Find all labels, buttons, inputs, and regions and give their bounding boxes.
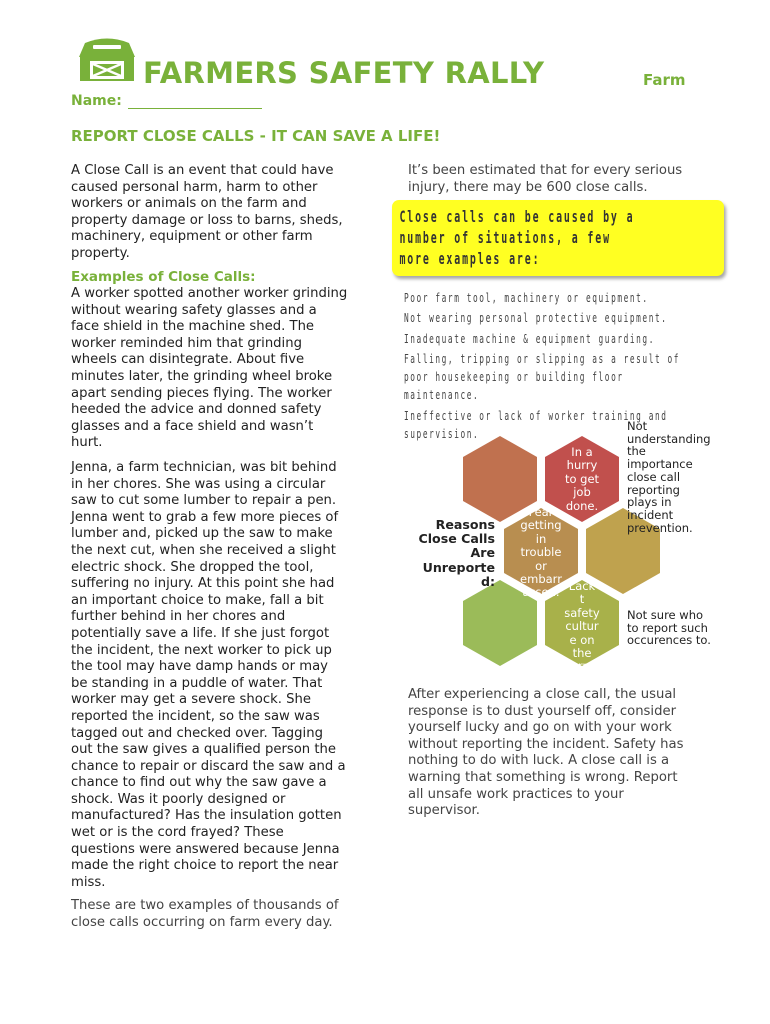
callout-box: Close calls can be caused by a number of situations, a few more examples are: — [392, 200, 724, 276]
examples-heading: Examples of Close Calls: — [71, 269, 256, 285]
diagram-center-label: Reasons Close Calls Are Unreporte d: — [418, 517, 495, 589]
category-label: Farm — [643, 71, 686, 89]
headline: REPORT CLOSE CALLS - IT CAN SAVE A LIFE! — [71, 127, 441, 145]
name-underline[interactable] — [128, 94, 262, 109]
cause-item: Poor farm tool, machinery or equipment. — [404, 290, 649, 305]
example-jenna-paragraph: Jenna, a farm technician, was bit behind in her chores. She was using a circular saw to cut some lumber to repair a pen. Jenna went to grab a few more pieces of lumber and, picked up the saw to make the next cut, when she received a slight electric shock. She dropped the tool, suffering no injury. At this point she had an important choice to make, fall a bit further behind in her chores and potentially save a life. If she just forgot the incident, the next worker to pick up the tool may have damp hands or may be standing in a puddle of water. That worker may get a severe shock. She reported the incident, so the saw was tagged out and checked over. Tagging out the saw gives a qualified person the chance to repair or discard the saw and a chance to find out why the saw gave a shock. Was it poorly designed or manufactured? Has the insulation gotten wet or is the cord frayed? These questions were answered because Jenna made the right choice to report the near miss. — [71, 460, 346, 890]
estimate-paragraph: It’s been estimated that for every serious injury, there may be 600 close calls. — [408, 163, 683, 195]
cause-item: poor housekeeping or building floor — [404, 369, 624, 385]
note-not-sure: Not sure who to report such occurences to. — [627, 608, 711, 648]
cause-item: Inadequate machine & equipment guarding. — [404, 330, 655, 346]
cause-item: Ineffective or lack of worker training and — [404, 407, 668, 423]
trouble-text: Fear getting in trouble or embarr assed. — [520, 505, 562, 600]
note-not-understanding: Not understanding the importance close call reporting plays in incident prevention. — [627, 419, 711, 535]
intro-paragraph: A Close Call is an event that could have caused personal harm, harm to other workers or animals on the farm and property damage or loss to barns, sheds, machinery, equipment or other farm property. — [71, 163, 343, 261]
cause-item: maintenance. — [404, 387, 480, 403]
hurry-text: In a hurry to get job done. — [564, 445, 600, 513]
culture-text: Lack t safety cultur e on the farm. — [564, 579, 600, 674]
cause-item: supervision. — [404, 426, 480, 442]
name-label: Name: — [71, 93, 122, 109]
cause-item: Falling, tripping or slipping as a result of — [404, 350, 681, 366]
cause-item: Not wearing personal protective equipment. — [404, 310, 668, 326]
after-paragraph: After experiencing a close call, the usual response is to dust yourself off, consider yourself lucky and go on with your work without reporting the incident. Safety has nothing to do with luck. A close call is a warning that something is wrong. Report all unsafe work practices to your supervisor. — [408, 687, 684, 819]
name-field[interactable] — [71, 93, 262, 109]
closing-paragraph: These are two examples of thousands of close calls occurring on farm every day. — [71, 898, 339, 930]
page-title: FARMERS SAFETY RALLY — [143, 56, 545, 90]
example-grinding-paragraph: A worker spotted another worker grinding without wearing safety glasses and a face shield in the machine shed. The worker reminded him that grinding wheels can disintegrate. About five minutes later, the grinding wheel broke apart sending pieces flying. The worker heeded the advice and donned safety glasses and a face shield and wasn’t hurt. — [71, 286, 348, 451]
barn-icon — [75, 37, 139, 83]
